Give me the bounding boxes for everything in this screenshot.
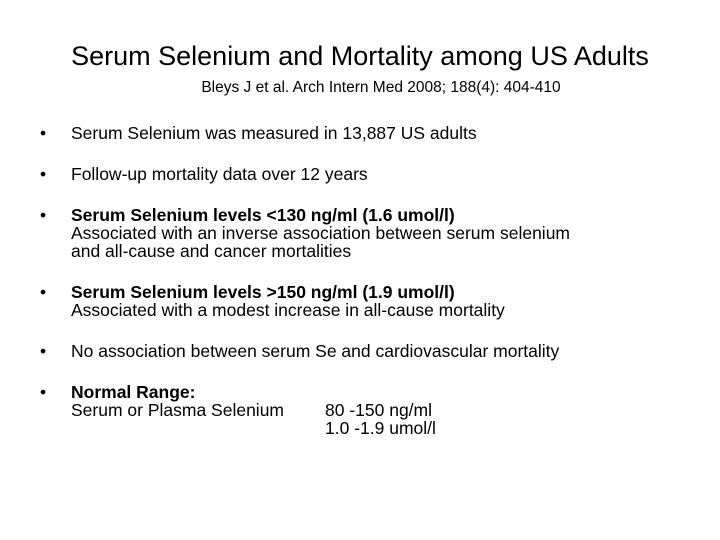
bullet-text: Serum Selenium was measured in 13,887 US adults <box>71 123 477 143</box>
bullet-item-high-selenium <box>40 283 690 319</box>
range-value-ngml: 80 -150 ng/ml <box>325 400 433 420</box>
bullet-heading: Serum Selenium levels >150 ng/ml (1.9 umol/l) <box>71 282 455 302</box>
bullet-text: Follow-up mortality data over 12 years <box>71 164 368 184</box>
slide-title: Serum Selenium and Mortality among US Adults <box>71 41 649 71</box>
bullet-icon: • <box>40 205 47 225</box>
bullet-item-follow-up <box>40 165 690 183</box>
range-label: Serum or Plasma Selenium <box>71 400 284 420</box>
bullet-list <box>40 124 690 460</box>
bullet-icon: • <box>40 164 47 184</box>
bullet-icon: • <box>40 282 47 302</box>
bullet-item-normal-range <box>40 383 690 437</box>
bullet-icon: • <box>40 123 47 143</box>
bullet-text: Associated with an inverse association between serum selenium <box>71 223 571 243</box>
range-value-umol: 1.0 -1.9 umol/l <box>325 418 436 438</box>
bullet-item-measurement <box>40 124 690 142</box>
bullet-icon: • <box>40 382 47 402</box>
bullet-heading: Normal Range: <box>71 382 196 402</box>
bullet-item-low-selenium <box>40 206 690 260</box>
bullet-text: and all-cause and cancer mortalities <box>71 241 352 261</box>
range-row <box>71 401 690 419</box>
bullet-icon: • <box>40 341 47 361</box>
bullet-heading: Serum Selenium levels <130 ng/ml (1.6 umol/l) <box>71 205 455 225</box>
bullet-text: No association between serum Se and cardiovascular mortality <box>71 341 560 361</box>
citation-subtitle: Bleys J et al. Arch Intern Med 2008; 188(4): 404-410 <box>201 79 561 96</box>
bullet-text: Associated with a modest increase in all-cause mortality <box>71 300 505 320</box>
range-row <box>71 419 690 437</box>
bullet-item-cardiovascular <box>40 342 690 360</box>
